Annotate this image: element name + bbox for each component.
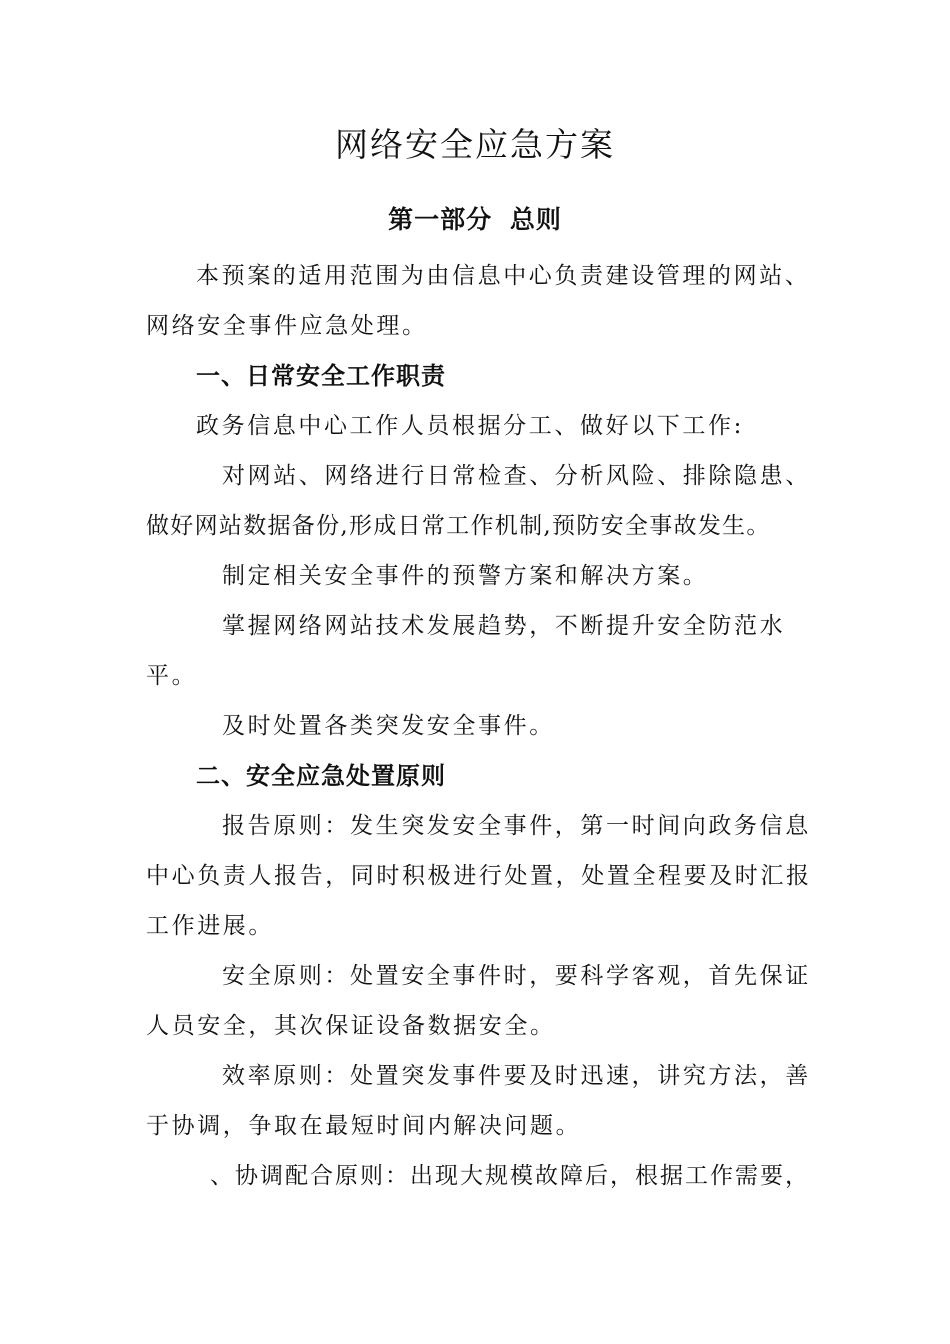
body-line: 、协调配合原则：出现大规模故障后，根据工作需要， — [210, 1163, 810, 1189]
section-heading: 二、安全应急处置原则 — [196, 762, 446, 790]
body-line: 做好网站数据备份,形成日常工作机制,预防安全事故发生。 — [146, 513, 771, 539]
document-title: 网络安全应急方案 — [335, 125, 615, 164]
body-line: 报告原则：发生突发安全事件，第一时间向政务信息 — [222, 813, 811, 839]
section-heading: 一、日常安全工作职责 — [196, 362, 446, 390]
body-line: 工作进展。 — [146, 913, 274, 939]
body-line: 于协调，争取在最短时间内解决问题。 — [146, 1113, 582, 1139]
body-line: 政务信息中心工作人员根据分工、做好以下工作: — [196, 413, 744, 439]
body-line: 掌握网络网站技术发展趋势，不断提升安全防范水 — [222, 613, 786, 639]
body-line: 人员安全，其次保证设备数据安全。 — [146, 1013, 556, 1039]
body-line: 本预案的适用范围为由信息中心负责建设管理的网站、 — [196, 263, 811, 289]
body-line: 效率原则：处置突发事件要及时迅速，讲究方法，善 — [222, 1063, 811, 1089]
body-line: 制定相关安全事件的预警方案和解决方案。 — [222, 563, 709, 589]
body-line: 安全原则：处置安全事件时，要科学客观，首先保证 — [222, 963, 811, 989]
part-heading: 第一部分 总则 — [388, 205, 562, 234]
body-line: 及时处置各类突发安全事件。 — [222, 713, 555, 739]
body-line: 平。 — [146, 663, 198, 689]
body-line: 中心负责人报告，同时积极进行处置，处置全程要及时汇报 — [146, 863, 812, 889]
body-line: 网络安全事件应急处理。 — [146, 313, 428, 339]
body-line: 对网站、网络进行日常检查、分析风险、排除隐患、 — [222, 463, 811, 489]
